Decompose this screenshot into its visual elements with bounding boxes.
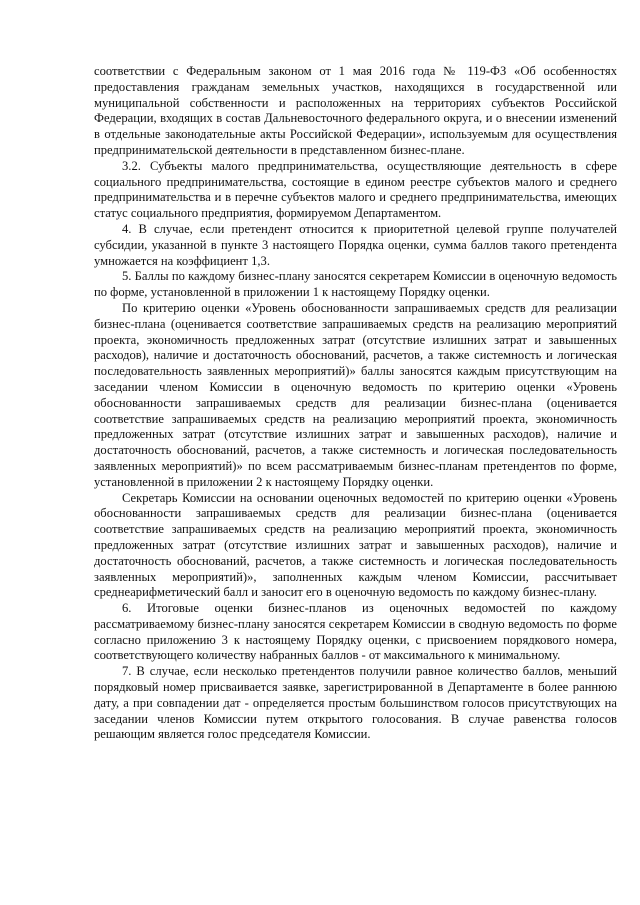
paragraph-4: 4. В случае, если претендент относится к приоритетной целевой группе получателей субсидии, указанной в пункте 3 настоящего Порядка оценки, сумма баллов такого претендента умножается на коэффициент 1,3.: [94, 221, 617, 268]
document-body: [94, 64, 617, 743]
paragraph-criterion: По критерию оценки «Уровень обоснованности запрашиваемых средств для реализации бизнес-плана (оценивается соответствие запрашиваемых средств на реализацию мероприятий проекта, экономичность предложенных затрат (отсутствие излишних затрат и завышенных расходов), наличие и достаточность обоснований, расчетов, а также системность и логическая последовательность заявленных мероприятий)» баллы заносятся каждым присутствующим на заседании членом Комиссии в оценочную ведомость по критерию оценки «Уровень обоснованности запрашиваемых средств для реализации бизнес-плана (оценивается соответствие запрашиваемых средств на реализацию мероприятий проекта, экономичность предложенных затрат (отсутствие излишних затрат и завышенных расходов), наличие и достаточность обоснований, расчетов, а также системность и логическая последовательность заявленных мероприятий)» по всем рассматриваемым бизнес-планам претендентов по форме, установленной в приложении 2 к настоящему Порядку оценки.: [94, 300, 617, 489]
paragraph-5: 5. Баллы по каждому бизнес-плану заносятся секретарем Комиссии в оценочную ведомость по форме, установленной в приложении 1 к настоящему Порядку оценки.: [94, 269, 617, 300]
paragraph-3-2: 3.2. Субъекты малого предпринимательства, осуществляющие деятельность в сфере социального предпринимательства, состоящие в едином реестре субъектов малого и среднего предпринимательства и в перечне субъектов малого и среднего предпринимательства, имеющих статус социального предприятия, формируемом Департаментом.: [94, 158, 617, 221]
paragraph-6: 6. Итоговые оценки бизнес-планов из оценочных ведомостей по каждому рассматриваемому бизнес-плану заносятся секретарем Комиссии в сводную ведомость по форме согласно приложению 3 к настоящему Порядку оценки, с присвоением порядкового номера, соответствующего количеству набранных баллов - от максимального к минимальному.: [94, 601, 617, 663]
paragraph-continuation: соответствии с Федеральным законом от 1 мая 2016 года № 119-ФЗ «Об особенностях предоставления гражданам земельных участков, находящихся в государственной или муниципальной собственности и расположенных на территориях субъектов Российской Федерации, входящих в состав Дальневосточного федерального округа, и о внесении изменений в отдельные законодательные акты Российской Федерации», используемым для осуществления предпринимательской деятельности в представленном бизнес-плане.: [94, 64, 617, 157]
paragraph-secretary: Секретарь Комиссии на основании оценочных ведомостей по критерию оценки «Уровень обоснованности запрашиваемых средств для реализации бизнес-плана (оценивается соответствие запрашиваемых средств на реализацию мероприятий проекта, экономичность предложенных затрат (отсутствие излишних затрат и завышенных расходов), наличие и достаточность обоснований, расчетов, а также системность и логическая последовательность заявленных мероприятий)», заполненных каждым членом Комиссии, рассчитывает среднеарифметический балл и заносит его в оценочную ведомость по каждому бизнес-плану.: [94, 490, 617, 600]
paragraph-7: 7. В случае, если несколько претендентов получили равное количество баллов, меньший порядковый номер присваивается заявке, зарегистрированной в Департаменте в более раннюю дату, а при совпадении дат - определяется простым большинством голосов присутствующих на заседании членов Комиссии путем открытого голосования. В случае равенства голосов решающим является голос председателя Комиссии.: [94, 664, 617, 742]
